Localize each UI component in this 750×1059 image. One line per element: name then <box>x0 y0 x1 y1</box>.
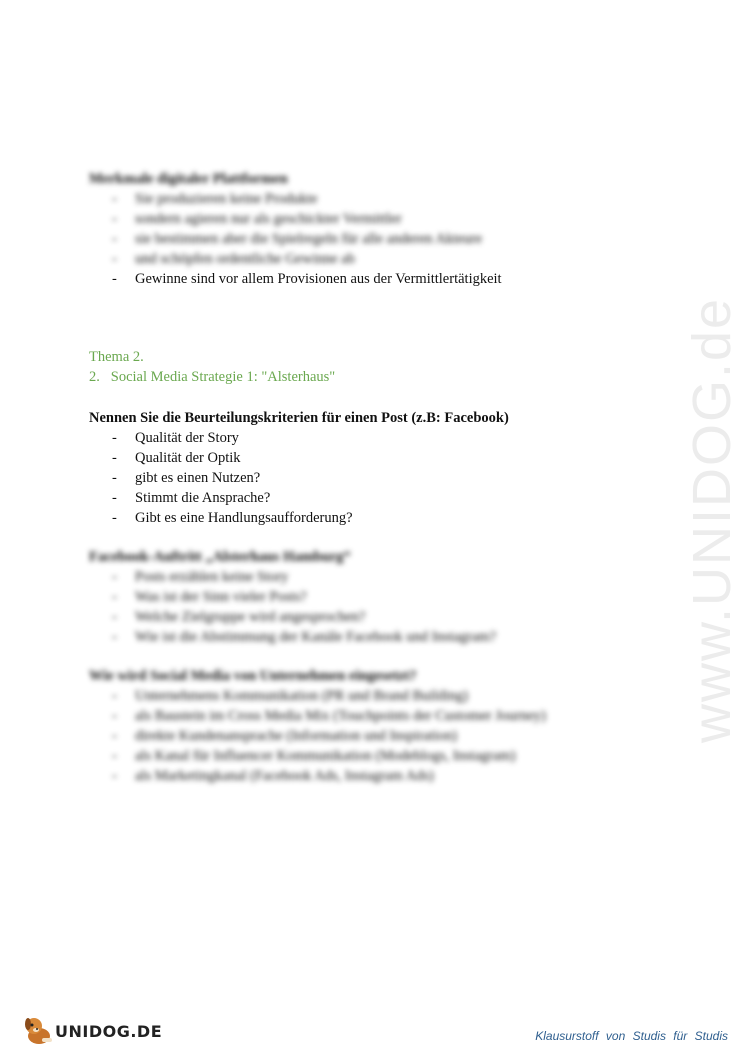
thema-block <box>89 347 649 387</box>
list-item: - sondern agieren nur als geschickter Vermittler <box>112 211 402 227</box>
list-item: - als Kanal für Influencer Kommunikation (Modeblogs, Instagram) <box>112 748 516 764</box>
list-item: - Gewinne sind vor allem Provisionen aus der Vermittlertätigkeit <box>112 271 502 287</box>
list-item: - direkte Kundenansprache (Information und Inspiration) <box>112 728 458 744</box>
section-heading: Facebook-Auftritt „Alsterhaus Hamburg“ <box>89 549 351 565</box>
list-item: - als Marketingkanal (Facebook Ads, Instagram Ads) <box>112 768 434 784</box>
list-item: - gibt es einen Nutzen? <box>112 470 261 486</box>
list-item: - als Baustein im Cross Media Mix (Touchpoints der Customer Journey) <box>112 708 546 724</box>
list-item: - Unternehmens Kommunikation (PR und Brand Building) <box>112 688 469 704</box>
section-heading: Merkmale digitaler Plattformen <box>89 171 288 187</box>
logo-text: UNIDOG.DE <box>55 1022 163 1041</box>
watermark: www.UNIDOG.de <box>682 296 742 744</box>
unidog-logo[interactable] <box>22 1014 162 1048</box>
section-heading: Nennen Sie die Beurteilungskriterien für einen Post (z.B: Facebook) <box>89 410 509 426</box>
section-social-media-use <box>89 666 649 786</box>
footer-tagline: Klausurstoff von Studis für Studis <box>535 1029 728 1043</box>
dog-icon <box>22 1014 56 1048</box>
list-item: - Sie produzieren keine Produkte <box>112 191 318 207</box>
list-item: - Gibt es eine Handlungsaufforderung? <box>112 510 353 526</box>
bullet-list <box>89 686 649 786</box>
list-item: - Wie ist die Abstimmung der Kanäle Facebook und Instagram? <box>112 629 497 645</box>
section-digital-platforms <box>89 169 649 289</box>
list-item: - Qualität der Story <box>112 430 239 446</box>
list-item: - Posts erzählen keine Story <box>112 569 289 585</box>
list-item: - Qualität der Optik <box>112 450 241 466</box>
list-item: - Stimmt die Ansprache? <box>112 490 271 506</box>
list-item: - Welche Zielgruppe wird angesprochen? <box>112 609 366 625</box>
list-item: - und schöpfen ordentliche Gewinne ab <box>112 251 355 267</box>
thema-title: 2. Social Media Strategie 1: "Alsterhaus" <box>89 369 336 385</box>
section-heading: Wie wird Social Media von Unternehmen eingesetzt? <box>89 668 417 684</box>
section-facebook <box>89 547 649 647</box>
bullet-list <box>89 567 649 647</box>
thema-label: Thema 2. <box>89 349 144 365</box>
bullet-list <box>89 189 649 289</box>
list-item: - Was ist der Sinn vieler Posts? <box>112 589 307 605</box>
section-criteria <box>89 408 649 528</box>
bullet-list <box>89 428 649 528</box>
list-item: - sie bestimmen aber die Spielregeln für alle anderen Akteure <box>112 231 483 247</box>
